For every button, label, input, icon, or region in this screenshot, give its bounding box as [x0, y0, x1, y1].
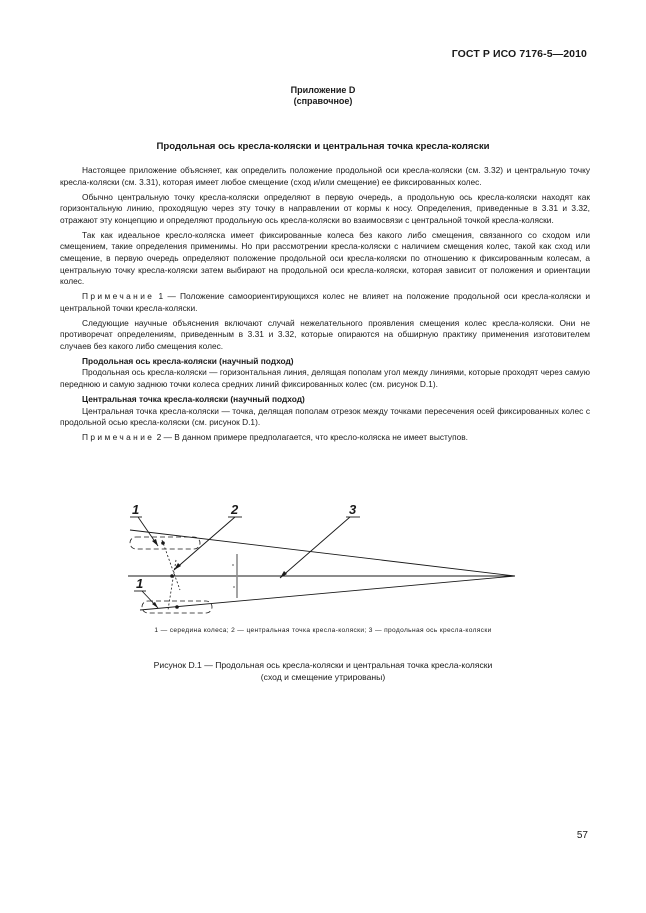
page-number: 57 — [576, 830, 588, 841]
subheading-center-point: Центральная точка кресла-коляски (научный подход) — [82, 394, 305, 405]
callout-3: 3 — [349, 502, 357, 517]
leader-line-3 — [280, 517, 350, 578]
caption-line-2: (сход и смещение утрированы) — [260, 671, 386, 682]
paragraph: Настоящее приложение объясняет, как определить положение продольной оси кресла-коляски (см. 3.32) и центральную точку кресла-коляски (см. 3.31), которая имеет любое смещение (сход и/или смещение) ее фиксированных колес. — [60, 165, 590, 187]
subheading-axis: Продольная ось кресла-коляски (научный подход) — [82, 355, 294, 366]
section-title: Продольная ось кресла-коляски и центральная точка кресла-коляски — [156, 141, 490, 152]
figure-legend: 1 — середина колеса; 2 — центральная точка кресла-коляски; 3 — продольная ось кресла-коляски — [154, 627, 492, 634]
arrowhead — [152, 539, 158, 546]
arrowhead — [280, 571, 287, 578]
document-header: ГОСТ Р ИСО 7176-5—2010 — [451, 48, 587, 60]
figure-d1-diagram — [100, 500, 540, 620]
note-text: 2 — В данном примере предполагается, что кресло-коляска не имеет выступов. — [154, 432, 468, 443]
paragraph: Следующие научные объяснения включают случай нежелательного проявления смещения колес кресла-коляски. Они не противоречат определениям, приведенным в 3.31 и 3.32, которые опираются на обширную практику применения изготовителем случаев без какого либо смещения колес. — [60, 317, 590, 351]
annex-title: Приложение D — [290, 85, 356, 95]
center-point — [170, 574, 174, 578]
paragraph: Центральная точка кресла-коляски — точка, делящая пополам отрезок между точками пересечения осей фиксированных колес с продольной осью кресла-коляски (см. рисунок D.1). — [60, 405, 590, 428]
annex-note: (справочное) — [293, 96, 353, 106]
paragraph: Продольная ось кресла-коляски — горизонтальная линия, делящая пополам угол между линиями, которые проходят через самую переднюю и самую заднюю точки колеса средних линий фиксированных колес (см. рисунок D.1). — [60, 367, 590, 390]
callout-2: 2 — [231, 502, 239, 517]
upper-wheel — [130, 537, 200, 549]
note-label: Примечание — [82, 432, 155, 443]
note-1 — [60, 291, 590, 314]
callout-1-top: 1 — [132, 502, 140, 517]
note-2 — [60, 432, 590, 444]
lower-wheel-line — [140, 576, 515, 610]
note-label: Примечание — [82, 291, 155, 302]
paragraph: Так как идеальное кресло-коляска имеет фиксированные колеса без какого либо смещения, связанного со сходом или смещением, такие определения применимы. Но при рассмотрении кресла-коляски с наличием смещения колес, такой как сход или смещение, в первую очередь определяют положение продольной оси кресла-коляски по отношению к фиксированным колесам, а центральную точку кресла-коляски затем выбирают на продольной оси кресла-коляски, которая зависит от положения и ориентации колес. — [60, 229, 590, 287]
leader-line-2 — [174, 517, 235, 570]
caption-line-1: Рисунок D.1 — Продольная ось кресла-коляски и центральная точка кресла-коляски — [153, 660, 493, 670]
callout-1-bottom: 1 — [136, 576, 144, 591]
annex-heading — [0, 85, 646, 107]
wheel-center-point — [161, 541, 165, 545]
note-text: 1 — Положение самоориентирующихся колес не влияет на положение продольной оси кресла-коляски и центральной точки кресла-коляски. — [60, 291, 590, 313]
body-text — [60, 165, 590, 447]
wheel-center-point — [175, 605, 179, 609]
figure-caption — [0, 660, 646, 683]
paragraph: Обычно центральную точку кресла-коляски определяют в первую очередь, а продольную ось кресла-коляски находят как горизонтальную линию, проходящую через эту точку в направлении от кормы к носу. Определения, приведенные в 3.31 и 3.32, отражают эту концепцию и определяют продольную ось кресла-коляски во взаимосвязи с центральной точкой кресла-коляски. — [60, 191, 590, 225]
